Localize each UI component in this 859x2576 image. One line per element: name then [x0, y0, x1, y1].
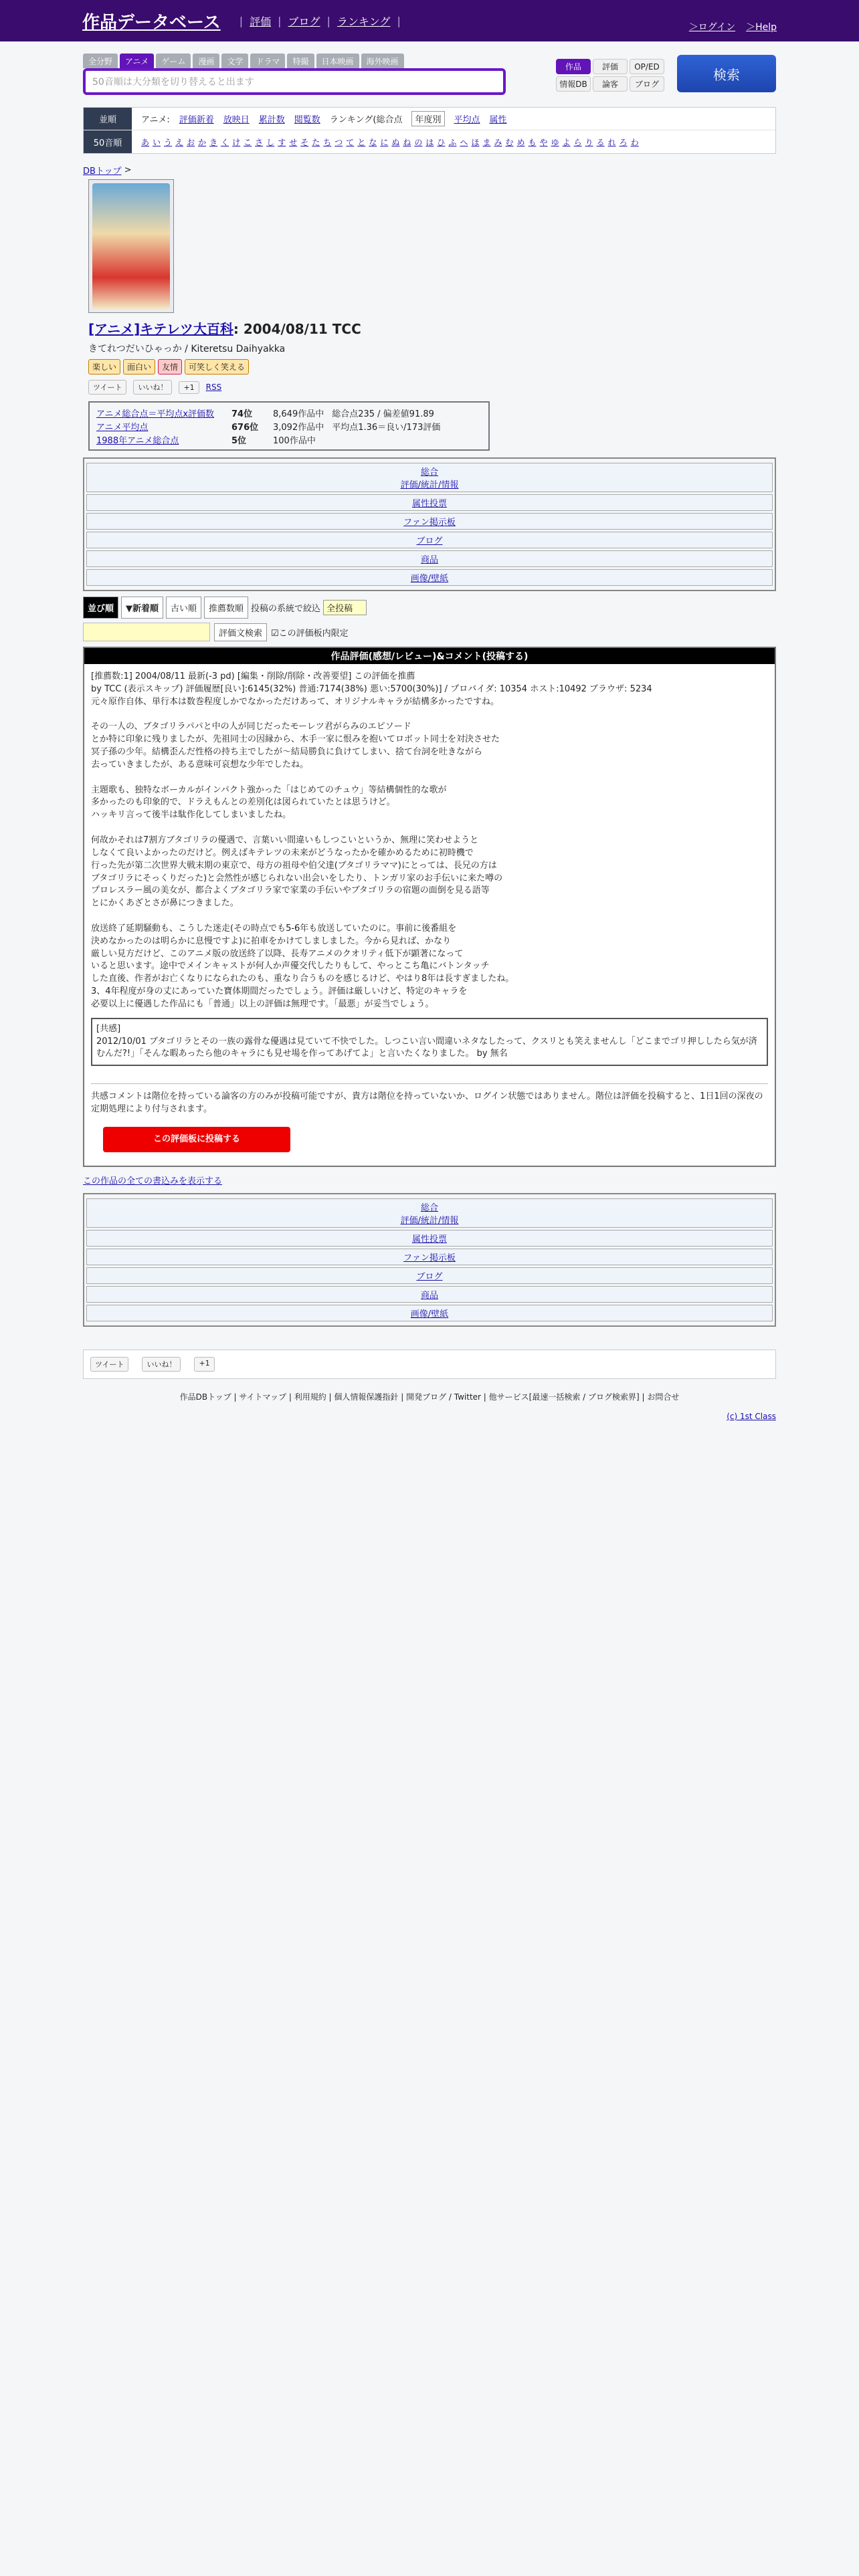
footer-social: [83, 1350, 776, 1379]
social-buttons: [88, 380, 776, 395]
post-review-button[interactable]: この評価板に投稿する: [103, 1127, 290, 1152]
kana-link[interactable]: え: [175, 137, 184, 147]
tab-game[interactable]: ゲーム: [156, 53, 191, 68]
kana-link[interactable]: ふ: [448, 137, 457, 147]
system-select[interactable]: 全投稿: [323, 600, 367, 615]
footer-links[interactable]: 作品DBトップ | サイトマップ | 利用規約 | 個人情報保護指針 | 開発ブログ / Twitter | 他サービス[最速一括検索 / ブログ検索界] | お問合せ: [179, 1392, 680, 1402]
review-user: by TCC (表示スキップ) 評価履歴[良い]:6145(32%) 普通:7174(38%) 悪い:5700(30%)] / プロバイダ: 10354 ホスト:10492 ブラウザ: 5234: [91, 683, 652, 694]
kana-link[interactable]: よ: [562, 137, 571, 147]
category-tabs: [83, 53, 776, 68]
link-total[interactable]: 累計数: [258, 115, 285, 125]
kana-link[interactable]: る: [596, 137, 605, 147]
kana-link[interactable]: の: [414, 137, 423, 147]
stat-label[interactable]: アニメ総合点＝平均点x評価数: [96, 409, 215, 419]
tab-tokusatsu[interactable]: 特撮: [287, 53, 314, 68]
kana-link[interactable]: し: [266, 137, 275, 147]
mode-works[interactable]: 作品: [556, 59, 591, 74]
notice-text: 共感コメントは階位を持っている論客の方のみが投稿可能ですが、貴方は階位を持っていないか、ログイン状態ではありません。階位は評価を投稿すると、1日1回の深夜の定期処理により付与されます。: [91, 1083, 768, 1116]
tab-manga[interactable]: 漫画: [193, 53, 219, 68]
sort-label: 並び順: [83, 597, 118, 619]
kana-link[interactable]: ひ: [437, 137, 446, 147]
search-mode-grid: [556, 59, 664, 92]
kana-link[interactable]: た: [312, 137, 320, 147]
kana-index[interactable]: [141, 136, 639, 148]
tag-list: [88, 359, 776, 374]
kana-link[interactable]: さ: [255, 137, 264, 147]
rss-link[interactable]: RSS: [205, 383, 222, 392]
mode-reviews[interactable]: 評価: [593, 59, 628, 74]
year-select[interactable]: 年度別: [411, 111, 444, 126]
mode-info-db[interactable]: 情報DB: [556, 76, 591, 92]
kana-link[interactable]: き: [209, 137, 218, 147]
kana-link[interactable]: ね: [403, 137, 411, 147]
kana-link[interactable]: ま: [482, 137, 491, 147]
tab-literature[interactable]: 文学: [221, 53, 248, 68]
kana-link[interactable]: り: [585, 137, 593, 147]
nav-attribute[interactable]: 属性投票: [411, 499, 447, 509]
kana-link[interactable]: れ: [607, 137, 616, 147]
link-new-reviews[interactable]: 評価新着: [179, 115, 214, 125]
link-airdate[interactable]: 放映日: [223, 115, 250, 125]
anime-label: アニメ:: [141, 115, 170, 125]
tab-foreign-movie[interactable]: 海外映画: [361, 53, 404, 68]
review-search-button[interactable]: 評価文検索: [214, 623, 267, 641]
tab-japanese-movie[interactable]: 日本映画: [316, 53, 359, 68]
kana-link[interactable]: ら: [573, 137, 582, 147]
kana-link[interactable]: か: [198, 137, 207, 147]
kana-link[interactable]: ほ: [471, 137, 480, 147]
kana-link[interactable]: う: [164, 137, 173, 147]
site-logo[interactable]: 作品データベース: [82, 12, 221, 33]
kana-link[interactable]: な: [369, 137, 377, 147]
help-link[interactable]: ＞Help: [746, 22, 777, 33]
kana-label: 50音順: [84, 130, 132, 153]
nav-goods[interactable]: 商品: [420, 555, 438, 565]
kana-link[interactable]: も: [528, 137, 537, 147]
breadcrumb[interactable]: DBトップ: [83, 166, 122, 177]
order-label: 並順: [84, 108, 132, 130]
kana-link[interactable]: ろ: [619, 137, 628, 147]
like-button[interactable]: いいね！: [133, 380, 172, 395]
kana-link[interactable]: み: [494, 137, 502, 147]
sort-bar: [83, 597, 776, 619]
kana-link[interactable]: わ: [630, 137, 639, 147]
tag-funny: 可笑しく笑える: [185, 359, 249, 374]
system-label: 投稿の系統で絞込: [251, 604, 321, 614]
header-nav: | 評価 | ブログ | ランキング |: [239, 14, 401, 28]
kana-link[interactable]: そ: [300, 137, 309, 147]
review-heading: 作品評価(感想/レビュー)&コメント(投稿する): [84, 648, 775, 664]
kana-link[interactable]: す: [278, 137, 286, 147]
sort-recommend[interactable]: 推薦数順: [204, 597, 248, 619]
sympathy-comment: [共感] 2012/10/01 ブタゴリラとその一族の露骨な優遇は見ていて不快でした。しつこい言い間違いネタなしたって、クスリとも笑えませんし「どこまでゴリ押ししたら気が済むんだ?!」「そんな暇あったら他のキャラにも見せ場を作ってあげてよ」と言いたくなりました。 by 無名: [91, 1018, 768, 1067]
kana-link[interactable]: め: [516, 137, 525, 147]
plusone-button[interactable]: +1: [194, 1357, 214, 1372]
stat-label[interactable]: アニメ平均点: [96, 422, 149, 433]
tab-all[interactable]: 全分野: [83, 53, 118, 68]
nav-blog[interactable]: ブログ: [288, 15, 320, 28]
tag-friendship: 友情: [158, 359, 182, 374]
plusone-button[interactable]: +1: [179, 381, 199, 394]
review-meta: [推薦数:1] 2004/08/11 最新(-3 pd) [編集・削除/削除・改善要望] この評価を推薦: [91, 671, 415, 681]
search-input[interactable]: 50音順は大分類を切り替えると出ます: [83, 68, 506, 95]
tweet-button[interactable]: ツイート: [88, 380, 126, 395]
title-link[interactable]: キテレツ大百科: [140, 321, 233, 337]
nav-fanboard[interactable]: ファン掲示板: [403, 518, 456, 528]
work-subtitle: きてれつだいひゃっか / Kiteretsu Daihyakka: [88, 344, 286, 354]
nav-blog[interactable]: ブログ: [416, 536, 443, 546]
kana-link[interactable]: ち: [323, 137, 332, 147]
like-button[interactable]: いいね！: [142, 1357, 181, 1372]
kana-link[interactable]: く: [221, 137, 229, 147]
kana-link[interactable]: つ: [335, 137, 343, 147]
review-search-input[interactable]: [83, 623, 210, 641]
kana-link[interactable]: へ: [460, 137, 468, 147]
nav-ranking[interactable]: ランキング: [337, 15, 391, 28]
kana-link[interactable]: や: [539, 137, 548, 147]
cover-image: [88, 179, 174, 313]
kana-link[interactable]: い: [153, 137, 161, 147]
link-average[interactable]: 平均点: [454, 115, 480, 125]
tag-interesting: 面白い: [123, 359, 155, 374]
mode-reviewers[interactable]: 論客: [593, 76, 628, 92]
work-nav-bottom: 総合 評価/統計/情報 属性投票 ファン掲示板 ブログ 商品 画像/壁紙: [83, 1193, 776, 1327]
read-all-link[interactable]: この作品の全ての書込みを表示する: [83, 1176, 223, 1186]
kana-link[interactable]: は: [425, 137, 434, 147]
search-button[interactable]: 検索: [677, 55, 776, 92]
ranking-label: ランキング(総合点: [329, 115, 403, 125]
kana-link[interactable]: こ: [244, 137, 252, 147]
tweet-button[interactable]: ツイート: [90, 1357, 128, 1372]
kana-link[interactable]: ゆ: [551, 137, 559, 147]
category-link[interactable]: [アニメ]: [88, 321, 140, 337]
kana-link[interactable]: け: [232, 137, 241, 147]
nav-reviews[interactable]: 評価: [250, 15, 272, 28]
search-area: [83, 53, 776, 107]
tab-drama[interactable]: ドラマ: [250, 53, 285, 68]
kana-link[interactable]: と: [357, 137, 366, 147]
sort-newest[interactable]: ▼新着順: [121, 597, 163, 619]
mode-oped[interactable]: OP/ED: [630, 59, 664, 74]
nav-images[interactable]: 画像/壁紙: [410, 574, 449, 584]
nav-stats[interactable]: 評価/統計/情報: [400, 480, 459, 490]
login-link[interactable]: ＞ログイン: [688, 22, 736, 33]
limit-checkbox[interactable]: ☑この評価板内限定: [271, 628, 349, 639]
kana-link[interactable]: ぬ: [391, 137, 400, 147]
kana-link[interactable]: て: [346, 137, 355, 147]
work-title: [アニメ]キテレツ大百科: 2004/08/11 TCC: [88, 321, 361, 337]
copyright[interactable]: (c) 1st Class: [727, 1412, 776, 1421]
tag-fun: 楽しい: [88, 359, 120, 374]
kana-link[interactable]: あ: [141, 137, 150, 147]
kana-link[interactable]: お: [187, 137, 195, 147]
work-nav: [83, 457, 776, 591]
link-views[interactable]: 閲覧数: [294, 115, 320, 125]
nav-overview[interactable]: 総合: [420, 467, 438, 477]
kana-link[interactable]: む: [505, 137, 514, 147]
site-header: [0, 0, 859, 41]
mode-blog[interactable]: ブログ: [630, 76, 664, 92]
stat-label[interactable]: 1988年アニメ総合点: [96, 435, 179, 446]
tab-anime[interactable]: アニメ: [120, 53, 154, 68]
link-attribute[interactable]: 属性: [489, 115, 507, 125]
review-panel: 作品評価(感想/レビュー)&コメント(投稿する) [推薦数:1] 2004/08/11 最新(-3 pd) [編集・削除/削除・改善要望] この評価を推薦 by TCC (表示スキップ) 評価履歴[良い]:6145(32%) 普通:7174(38%) 悪い:5700(30%)] / プロバイダ: 10354 ホスト:10492 ブラウザ: 5234 元々原作自体、単行本は数巻程度しかでなかっただけあって、オリジナルキャラが結構多かったですね。 その一人の、ブタゴリラパパと中の人が同じだったモーレツ君がらみのエピソード とか特に印象に残りましたが、先祖同士の因縁から、木手一家に恨みを抱いてロボット同士を対決させた 冥子孫の少年。結構歪んだ性格の持ち主でしたが〜結局勝負に負けてしまい、捨て台詞を吐きながら 去っていきましたが、ある意味可哀想な少年でしたね。 主題歌も、独特なボーカルがインパクト強かった「はじめてのチュウ」等結構個性的な歌が 多かったのも印象的で、ドラえもんとの差別化は図られていたとは思うけど。 ハッキリ言って後半は駄作化してしまいましたね。 何故かそれは7割方ブタゴリラの優遇で、言葉いい間違いもしつこいというか、無理に笑わせようと しなくて良いよかったのだけど。例えばキテレツの未来がどうなったかを確かめるために初時機で 行った先が第二次世界大戦末期の東京で、母方の祖母や伯父達(ブタゴリラママ)にとっては、長兄の方は ブタゴリラにそっくりだった)と会然性が感じられない出会いをしたり、トンガリ家のお手伝いに来た噂の プロレスラー風の美女が、都合よくブタゴリラ家で家業の手伝いやブタゴリラの宿題の面倒を見る語等 とにかくあざとさが鼻につきました。 放送終了延期騒動も、こうした迷走(その時点でも5-6年も放送していたのに。事前に後番組を 決めなかったのは明らかに息慢ですよ)に拍車をかけてしましました。今から見れば、かなり 厳しい見方だけど、このアニメ版の放送終了以降、長寿アニメのクオリティ低下が顕著になって いると思います。途中でメインキャストが何人か声優交代したりもして、やっとこち亀にバトンタッチ した直後、作者がお亡くなりになられたのも、重なり合うものを感じるけど、やはり8年は長すぎましたね。 3、4年程度が身の丈にあっていた寶体期間だったでしょう。評価は厳しいけど、特定のキャラを 必要以上に優遇した作品にも「普通」以上の評価は無理です。「最悪」が妥当でしょう。 [共感] 2012/10/01 ブタゴリラとその一族の露骨な優遇は見ていて不快でした。しつこい言い間違いネタなしたって、クスリとも笑えませんし「どこまでゴリ押ししたら気が済むんだ?!」「そんな暇あったら他のキャラにも見せ場を作ってあげてよ」と言いたくなりました。 by 無名 共感コメントは階位を持っている論客の方のみが投稿可能ですが、貴方は階位を持っていないか、ログイン状態ではありません。階位は評価を投稿すると、1日1回の深夜の定期処理により付与されます。 この評価板に投稿する: [83, 647, 776, 1167]
kana-link[interactable]: に: [380, 137, 389, 147]
filter-box: [83, 107, 776, 154]
ranking-stats: アニメ総合点＝平均点x評価数 74位 8,649作品中 総合点235 / 偏差値91.89 アニメ平均点 676位 3,092作品中 平均点1.36＝良い/173評価 1988年アニメ総合点 5位 100作品中: [88, 401, 490, 451]
kana-link[interactable]: せ: [289, 137, 298, 147]
sort-oldest[interactable]: 古い順: [166, 597, 201, 619]
